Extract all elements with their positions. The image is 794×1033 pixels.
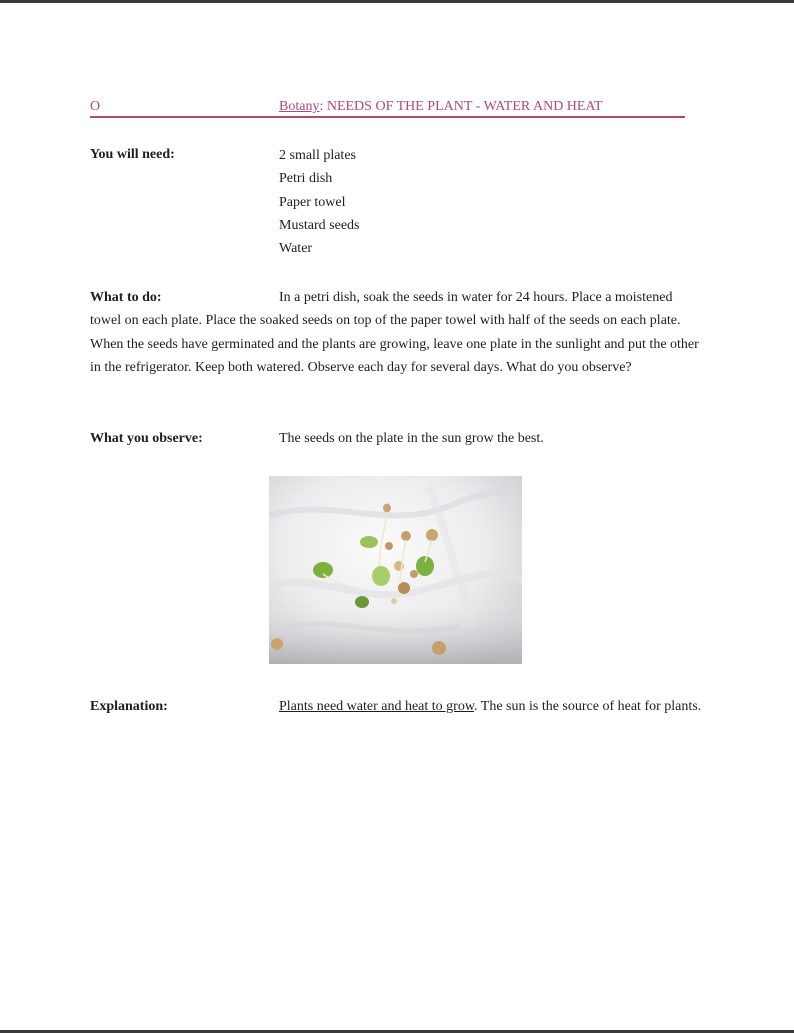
observation-label: What you observe: [90, 431, 203, 446]
top-border [0, 0, 794, 3]
observation-text: The seeds on the plate in the sun grow the best. [279, 431, 544, 446]
header-title [279, 98, 603, 116]
material-item: Mustard seeds [279, 217, 360, 233]
materials-list [279, 144, 360, 260]
header-separator: : [319, 99, 327, 114]
material-item: Paper towel [279, 194, 346, 210]
explanation-rest: . The sun is the source of heat for plants. [474, 699, 702, 714]
procedure-label: What to do: [90, 290, 162, 305]
page-header [90, 98, 685, 118]
explanation-key-point: Plants need water and heat to grow [279, 699, 475, 714]
explanation-text [90, 695, 702, 718]
page-marker: O [90, 99, 101, 114]
material-item: 2 small plates [279, 148, 356, 163]
procedure-text: In a petri dish, soak the seeds in water for 24 hours. Place a moistened towel on each plate. Place the soaked seeds on top of the paper towel with half of the seeds on each plate. When the seeds have germinated and the plants are growing, leave one plate in the sunlight and put the other in the refrigerator. Keep both watered. Observe each day for several days. What do you observe? [90, 290, 699, 375]
header-topic: NEEDS OF THE PLANT - WATER AND HEAT [326, 99, 603, 114]
materials-label: You will need: [90, 147, 175, 162]
sprouting-seeds-photo [269, 476, 522, 664]
explanation-label: Explanation: [90, 699, 168, 714]
header-subject: Botany [279, 99, 320, 114]
material-item: Petri dish [279, 171, 333, 187]
material-item: Water [279, 241, 313, 257]
